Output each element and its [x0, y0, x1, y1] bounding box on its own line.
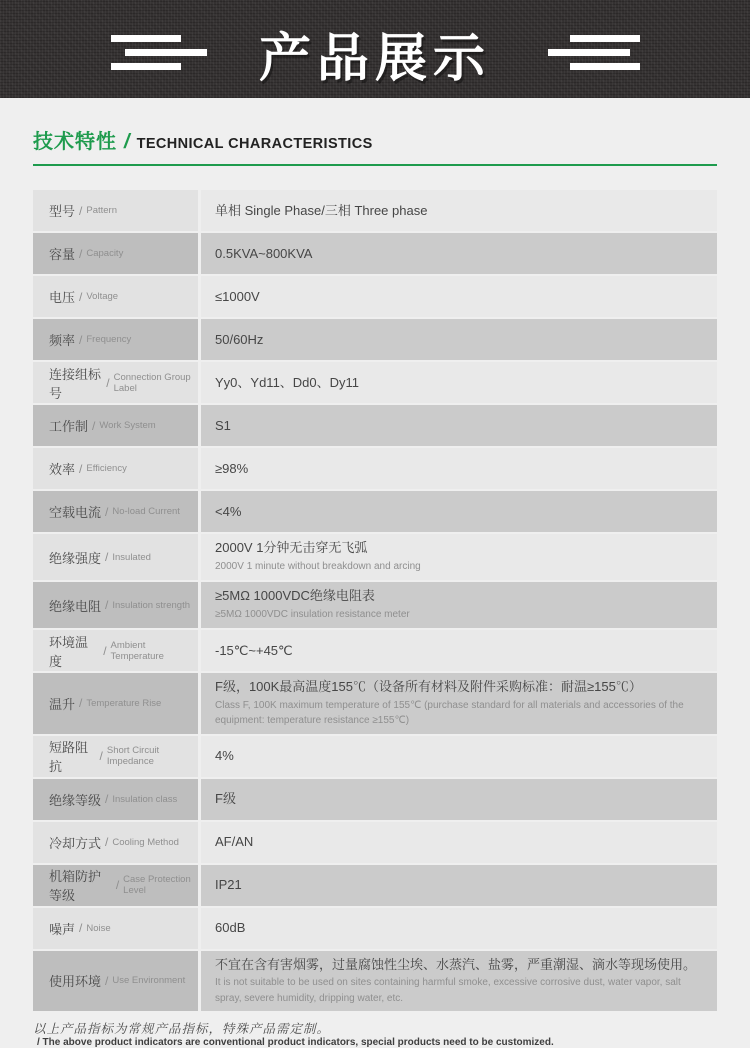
spec-label-en: Insulation strength	[112, 599, 190, 611]
spec-label-en: Noise	[86, 922, 111, 934]
spec-value: ≤1000V	[215, 288, 260, 304]
spec-label-zh: 空载电流	[49, 505, 102, 520]
spec-row	[33, 190, 717, 231]
footnote	[33, 1019, 717, 1048]
spec-value-sub: 2000V 1 minute without breakdown and arcing	[215, 561, 421, 573]
spec-label-en: Connection Group Label	[113, 371, 191, 394]
spec-label-en: Insulation class	[112, 793, 178, 805]
spec-value: <4%	[215, 503, 242, 519]
spec-label-en: Cooling Method	[112, 836, 179, 848]
spec-row	[33, 865, 717, 906]
spec-label-cell	[33, 448, 198, 489]
spec-label-en: Ambient Temperature	[110, 639, 164, 662]
spec-label-cell	[33, 779, 198, 820]
triple-line-right-icon	[548, 35, 648, 75]
spec-row	[33, 276, 717, 317]
spec-value: AF/AN	[215, 834, 254, 850]
spec-value: 0.5KVA~800KVA	[215, 245, 313, 261]
section-title-divider: /	[124, 131, 130, 153]
spec-value: 4%	[215, 748, 234, 764]
spec-label-divider: /	[92, 418, 96, 433]
spec-label-cell	[33, 908, 198, 949]
spec-row	[33, 736, 717, 777]
spec-value: F级	[215, 791, 236, 807]
spec-row	[33, 630, 717, 671]
spec-label-divider: /	[106, 375, 110, 390]
spec-row	[33, 908, 717, 949]
spec-value-cell	[201, 233, 717, 274]
spec-value: 50/60Hz	[215, 331, 264, 347]
spec-label-zh: 冷却方式	[49, 835, 102, 851]
footnote-zh: 以上产品指标为常规产品指标，特殊产品需定制。	[33, 1022, 331, 1037]
spec-label-en: Capacity	[86, 248, 124, 259]
spec-label-en: Pattern	[86, 205, 117, 216]
spec-label-cell	[33, 951, 198, 1012]
spec-label-divider: /	[79, 289, 83, 304]
spec-label-cell	[33, 582, 198, 628]
spec-label-zh: 绝缘等级	[49, 792, 102, 808]
spec-label-zh: 效率	[49, 462, 76, 477]
spec-row	[33, 233, 717, 274]
spec-value-cell	[201, 276, 717, 317]
spec-label-divider: /	[79, 921, 83, 936]
spec-label-zh: 绝缘强度	[49, 550, 102, 566]
spec-value-sub: ≥5MΩ 1000VDC insulation resistance meter	[215, 609, 410, 621]
spec-value-cell	[201, 822, 717, 863]
spec-label-zh: 容量	[49, 247, 76, 262]
spec-label-zh: 使用环境	[49, 974, 102, 990]
spec-label-zh: 环境温度	[49, 634, 89, 669]
spec-value: 不宜在含有害烟雾，过量腐蚀性尘埃、水蒸汽、盐雾，严重潮湿、滴水等现场使用。	[215, 956, 697, 972]
spec-value: IP21	[215, 877, 242, 893]
spec-label-divider: /	[79, 461, 83, 476]
spec-row	[33, 362, 717, 403]
spec-label-divider: /	[99, 749, 103, 764]
spec-row	[33, 319, 717, 360]
spec-label-cell	[33, 865, 198, 906]
spec-value: F级，100K最高温度155℃（设备所有材料及附件采购标准：耐温≥155℃）	[215, 679, 642, 694]
spec-value-cell	[201, 319, 717, 360]
spec-label-en: Temperature Rise	[86, 697, 162, 709]
spec-value-sub: It is not suitable to be used on sites containing harmful smoke, excessive corrosive dust, water vapor, salt spray, severe humidity, dripping water, etc.	[215, 977, 681, 1004]
spec-label-cell	[33, 276, 198, 317]
spec-label-cell	[33, 736, 198, 777]
spec-label-cell	[33, 362, 198, 403]
spec-value-cell	[201, 362, 717, 403]
spec-label-divider: /	[103, 643, 107, 658]
spec-label-zh: 型号	[49, 204, 76, 219]
spec-label-divider: /	[105, 598, 109, 612]
spec-label-cell	[33, 673, 198, 734]
spec-label-cell	[33, 405, 198, 446]
spec-value-cell	[201, 448, 717, 489]
spec-label-en: Insulated	[112, 551, 151, 563]
spec-value-cell	[201, 630, 717, 671]
spec-label-zh: 短路阻抗	[49, 740, 89, 775]
spec-label-zh: 频率	[49, 333, 76, 348]
footnote-en: / The above product indicators are conventional product indicators, special products need to be customized.	[37, 1037, 554, 1048]
spec-row	[33, 491, 717, 532]
spec-label-divider: /	[115, 878, 120, 893]
spec-label-zh: 机箱防护等级	[49, 869, 102, 904]
spec-row	[33, 822, 717, 863]
spec-label-divider: /	[105, 504, 109, 519]
spec-value: S1	[215, 417, 231, 433]
spec-value: 单相 Single Phase/三相 Three phase	[215, 202, 428, 218]
spec-value-cell	[201, 534, 717, 580]
spec-label-zh: 连接组标号	[49, 366, 102, 401]
spec-label-divider: /	[79, 246, 83, 261]
spec-label-divider: /	[105, 835, 109, 850]
spec-label-cell	[33, 190, 198, 231]
spec-row	[33, 534, 717, 580]
spec-label-zh: 绝缘电阻	[49, 598, 102, 614]
banner	[0, 0, 750, 98]
spec-value-cell	[201, 491, 717, 532]
spec-label-zh: 工作制	[49, 419, 89, 434]
spec-table	[33, 190, 717, 1011]
spec-value-cell	[201, 865, 717, 906]
spec-row	[33, 673, 717, 734]
spec-value-cell	[201, 673, 717, 734]
spec-label-divider: /	[79, 332, 83, 347]
section-header	[33, 125, 717, 166]
spec-label-divider: /	[79, 696, 83, 711]
spec-row	[33, 582, 717, 628]
spec-label-cell	[33, 319, 198, 360]
spec-value-cell	[201, 779, 717, 820]
spec-label-cell	[33, 233, 198, 274]
spec-label-en: Frequency	[86, 334, 132, 345]
spec-label-divider: /	[79, 203, 83, 218]
spec-label-en: No-load Current	[112, 506, 180, 517]
spec-label-en: Efficiency	[86, 463, 127, 474]
banner-title: 产品展示	[258, 30, 491, 88]
spec-label-cell	[33, 491, 198, 532]
spec-value-cell	[201, 908, 717, 949]
spec-value: ≥98%	[215, 460, 249, 476]
spec-value-cell	[201, 582, 717, 628]
spec-label-zh: 温升	[49, 696, 76, 712]
spec-label-en: Case Protection Level	[123, 874, 191, 897]
spec-label-cell	[33, 630, 198, 671]
spec-value-cell	[201, 736, 717, 777]
spec-label-en: Voltage	[86, 291, 119, 302]
spec-value: -15℃~+45℃	[215, 642, 293, 658]
spec-label-en: Work System	[99, 420, 156, 431]
spec-label-en: Use Environment	[112, 975, 186, 987]
spec-label-cell	[33, 822, 198, 863]
spec-label-divider: /	[105, 550, 109, 564]
spec-label-en: Short Circuit Impedance	[106, 745, 160, 768]
spec-value: 2000V 1分钟无击穿无飞弧	[215, 540, 368, 556]
spec-value: 60dB	[215, 920, 246, 936]
spec-value: ≥5MΩ 1000VDC绝缘电阻表	[215, 588, 375, 604]
spec-row	[33, 951, 717, 1012]
section-title-en: TECHNICAL CHARACTERISTICS	[136, 136, 373, 152]
spec-label-divider: /	[105, 973, 109, 988]
spec-row	[33, 779, 717, 820]
spec-value-cell	[201, 190, 717, 231]
spec-label-cell	[33, 534, 198, 580]
spec-value-sub: Class F, 100K maximum temperature of 155℃ (purchase standard for all materials and accessories of the equipment: temperature resistance ≥155℃)	[215, 699, 684, 727]
spec-label-zh: 电压	[49, 290, 76, 305]
spec-label-zh: 噪声	[49, 921, 76, 937]
spec-label-divider: /	[105, 792, 109, 807]
section-title-zh: 技术特性	[33, 131, 117, 153]
spec-value-cell	[201, 405, 717, 446]
spec-value-cell	[201, 951, 717, 1012]
spec-row	[33, 448, 717, 489]
spec-value: Yy0、Yd11、Dd0、Dy11	[215, 374, 360, 390]
spec-row	[33, 405, 717, 446]
